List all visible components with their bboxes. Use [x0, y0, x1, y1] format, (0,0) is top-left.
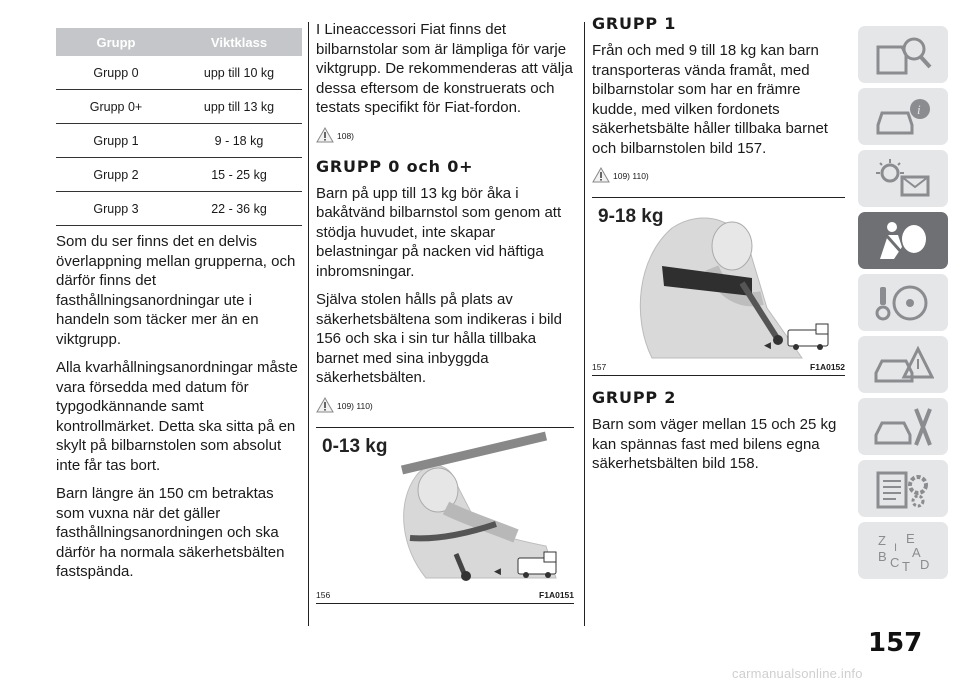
figure-weight-label: 0-13 kg: [322, 435, 388, 457]
chapter-tab[interactable]: [858, 274, 948, 331]
warning-car-icon: [872, 343, 934, 387]
svg-text:◀: ◀: [494, 565, 501, 576]
table-cell: Grupp 0+: [56, 90, 176, 124]
car-info-icon: [872, 95, 934, 139]
paragraph: Barn som väger mellan 15 och 25 kg kan spännas fast med bilens egna säkerhetsbälten bild 158.: [592, 416, 837, 472]
warning-reference: [316, 397, 574, 413]
column-right: [592, 14, 845, 483]
paragraph: Själva stolen hålls på plats av säkerhetsbältena som indikeras i bild 156 och ska i sin tur hålla tillbaka barnet med sina inbyggda säkerhetsbälten.: [316, 291, 562, 386]
weight-group-table: [56, 28, 302, 226]
warning-triangle-icon: [316, 397, 334, 413]
warning-triangle-icon: [592, 167, 610, 183]
column-middle: [316, 20, 574, 604]
figure-weight-label: 9-18 kg: [598, 206, 664, 227]
figure-caption: [316, 588, 574, 604]
index-az-icon: [872, 529, 934, 573]
chapter-tab[interactable]: [858, 336, 948, 393]
table-cell: Grupp 1: [56, 124, 176, 158]
table-row: [56, 90, 302, 124]
table-header-weight: Viktklass: [176, 28, 302, 56]
index-letter: C: [890, 554, 900, 570]
seatbelt-airbag-icon: [872, 219, 934, 263]
figure-code: F1A0152: [810, 362, 845, 372]
chapter-tab[interactable]: [858, 88, 948, 145]
index-letter: D: [920, 556, 930, 572]
specs-gear-icon: [872, 467, 934, 511]
column-divider: [308, 22, 309, 626]
table-cell: Grupp 0: [56, 56, 176, 90]
paragraph: Barn längre än 150 cm betraktas som vuxna när det gäller fasthållningsanordningen och ska därför ha normala säkerhetsbälten fastspända.: [56, 485, 285, 580]
chapter-tab[interactable]: [858, 150, 948, 207]
car-tools-icon: [872, 405, 934, 449]
dashboard-gauge-icon: [872, 33, 934, 77]
steering-key-icon: [872, 281, 934, 325]
index-letter: Z: [878, 532, 886, 548]
index-letter: T: [902, 558, 910, 573]
svg-text:i: i: [917, 101, 921, 117]
table-cell: Grupp 3: [56, 192, 176, 226]
paragraph: I Lineaccessori Fiat finns det bilbarnstolar som är lämpliga för varje viktgrupp. De rekommenderas att välja dessa eftersom de konstruerats och testats specifikt för Fiat-fordon.: [316, 21, 573, 116]
figure-code: F1A0151: [539, 589, 574, 600]
table-cell: 15 - 25 kg: [176, 158, 302, 192]
page-number: 157: [868, 628, 923, 658]
index-letter: I: [894, 541, 898, 554]
chapter-tab-active[interactable]: [858, 212, 948, 269]
svg-text:◀: ◀: [764, 340, 771, 350]
chapter-tab[interactable]: [858, 26, 948, 83]
table-cell: upp till 13 kg: [176, 90, 302, 124]
column-divider: [584, 22, 585, 626]
chapter-sidebar: [858, 26, 948, 584]
warning-note-ref: 108): [337, 130, 355, 141]
table-row: [56, 56, 302, 90]
table-row: [56, 158, 302, 192]
warning-reference: [592, 167, 845, 183]
figure-157: [592, 197, 845, 376]
figure-number: 156: [316, 589, 331, 600]
table-cell: 9 - 18 kg: [176, 124, 302, 158]
figure-156: [316, 427, 574, 604]
figure-number: 157: [592, 362, 607, 372]
table-cell: upp till 10 kg: [176, 56, 302, 90]
warning-note-ref: 109) 110): [337, 400, 373, 411]
warning-triangle-icon: [316, 127, 334, 143]
table-row: [56, 124, 302, 158]
table-row: [56, 192, 302, 226]
column-left: [56, 28, 302, 591]
chapter-tab[interactable]: [858, 398, 948, 455]
index-letter: E: [906, 530, 915, 546]
section-heading: GRUPP 1: [592, 14, 677, 33]
paragraph: Barn på upp till 13 kg bör åka i bakåtvänd bilbarnstol som genom att stödja huvudet, inte skapar belastningar på nacken vid häftiga inbromsningar.: [316, 184, 562, 280]
watermark: carmanualsonline.info: [732, 666, 863, 681]
paragraph: Alla kvarhållningsanordningar måste vara försedda med datum för typgodkännande samt kontrollmärket. Detta ska sitta på en skylt på bilbarnstolen som absolut inte får tas bort.: [56, 359, 298, 474]
chapter-tab[interactable]: [858, 460, 948, 517]
section-heading: GRUPP 0 och 0+: [316, 156, 474, 176]
forward-facing-seat-illustration: [592, 198, 845, 360]
paragraph: Som du ser finns det en delvis överlappning mellan grupperna, och därför finns det fasthållningsanordningar ute i handeln som täcker mer än en viktgrupp.: [56, 233, 296, 348]
chapter-tab[interactable]: [858, 522, 948, 579]
rear-facing-seat-illustration: [316, 428, 574, 588]
section-heading: GRUPP 2: [592, 388, 677, 407]
warning-reference: [316, 127, 574, 143]
table-cell: Grupp 2: [56, 158, 176, 192]
table-cell: 22 - 36 kg: [176, 192, 302, 226]
index-letter: A: [912, 544, 921, 560]
warning-note-ref: 109) 110): [613, 171, 649, 181]
paragraph: Från och med 9 till 18 kg kan barn transporteras vända framåt, med bilbarnstolar som har en främre kudde, med vilken fordonets säkerhetsbälte håller tillbaka barnet och bilbarnstolen bild 157.: [592, 42, 828, 157]
index-letter: B: [878, 548, 887, 564]
lights-mail-icon: [872, 157, 934, 201]
figure-caption: [592, 360, 845, 376]
table-header-group: Grupp: [56, 28, 176, 56]
